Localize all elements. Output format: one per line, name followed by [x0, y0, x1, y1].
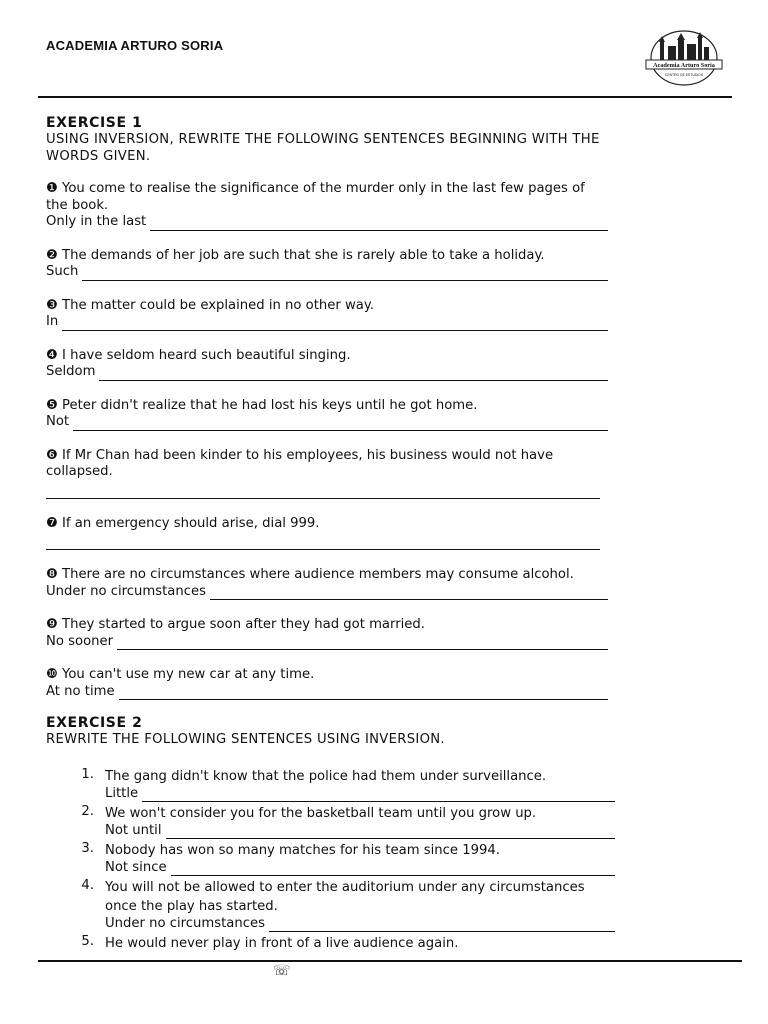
- answer-blank[interactable]: [62, 317, 608, 331]
- sentence-text: He would never play in front of a live audience again.: [105, 935, 459, 951]
- answer-prompt: At no time: [46, 683, 115, 699]
- answer-line[interactable]: [105, 860, 615, 877]
- academy-logo: [638, 28, 730, 88]
- exercise-1-sentence: [46, 617, 608, 634]
- exercise-1-item: [46, 248, 608, 281]
- sentence-text: They started to argue soon after they had got married.: [62, 617, 425, 632]
- exercise-2-item: [46, 767, 608, 803]
- item-number: 3.: [81, 840, 94, 856]
- answer-blank[interactable]: [99, 367, 608, 381]
- exercise-1-item: [46, 298, 608, 331]
- item-number-marker: ❷: [46, 247, 58, 263]
- sentence-text: You come to realise the significance of the murder only in the last few pages of the book.: [46, 181, 585, 213]
- item-number-marker: ❻: [46, 447, 58, 463]
- sentence-text: The demands of her job are such that she is rarely able to take a holiday.: [62, 247, 545, 263]
- answer-blank[interactable]: [82, 267, 608, 281]
- exercise-1-item: [46, 617, 608, 650]
- svg-text:Academia Arturo Soria: Academia Arturo Soria: [653, 62, 715, 69]
- answer-line[interactable]: [105, 786, 615, 803]
- exercise-1-sentence: [46, 298, 608, 315]
- exercise-1-item: [46, 667, 608, 700]
- page-header-title: ACADEMIA ARTURO SORIA: [46, 38, 224, 53]
- answer-blank[interactable]: [119, 686, 608, 700]
- sentence-text: The gang didn't know that the police had them under surveillance.: [105, 768, 547, 784]
- sentence-text: If Mr Chan had been kinder to his employees, his business would not have collapsed.: [46, 447, 554, 479]
- answer-line[interactable]: [46, 264, 608, 281]
- item-number: 2.: [81, 803, 94, 819]
- answer-prompt: Not: [46, 414, 70, 429]
- answer-line[interactable]: [46, 414, 608, 431]
- sentence-text: Nobody has won so many matches for his team since 1994.: [105, 842, 500, 858]
- exercise-1-item: [46, 398, 608, 431]
- footer-divider: [38, 960, 742, 962]
- answer-prompt: Such: [46, 264, 79, 279]
- exercise-1-sentence: [46, 348, 608, 365]
- item-number-marker: ❸: [46, 297, 58, 313]
- item-number-marker: ❶: [46, 181, 58, 196]
- answer-prompt: Seldom: [46, 364, 96, 379]
- exercise-1-sentence: [46, 181, 608, 214]
- answer-blank[interactable]: [46, 481, 600, 499]
- answer-prompt: Only in the last: [46, 214, 147, 229]
- item-number-marker: ❼: [46, 515, 58, 531]
- answer-line[interactable]: [105, 916, 615, 933]
- answer-prompt: Not since: [105, 859, 167, 875]
- sentence-text: There are no circumstances where audience members may consume alcohol.: [62, 567, 574, 582]
- item-number-marker: ❹: [46, 347, 58, 363]
- telephone-icon: ☏: [273, 963, 291, 979]
- item-number: 5.: [81, 933, 94, 949]
- exercise-1-item: [46, 181, 608, 231]
- answer-blank[interactable]: [210, 586, 608, 600]
- svg-text:CENTRO DE ESTUDIOS: CENTRO DE ESTUDIOS: [664, 73, 704, 77]
- exercise-2-item: [46, 934, 608, 953]
- exercise-1-title: EXERCISE 1: [46, 115, 143, 131]
- exercise-2: [46, 714, 608, 953]
- answer-blank[interactable]: [46, 532, 600, 550]
- answer-line[interactable]: [105, 823, 615, 840]
- answer-prompt: No sooner: [46, 633, 114, 649]
- sentence-text: If an emergency should arise, dial 999.: [62, 515, 320, 531]
- exercise-2-item: [46, 878, 608, 933]
- answer-blank[interactable]: [73, 417, 608, 431]
- exercise-1-item: [46, 516, 608, 551]
- exercise-1-item: [46, 448, 608, 499]
- worksheet-content: [46, 114, 608, 954]
- exercise-1-sentence: [46, 567, 608, 584]
- item-number-marker: ❽: [46, 567, 58, 582]
- sentence-text: I have seldom heard such beautiful singing.: [62, 347, 351, 363]
- exercise-1-instruction: USING INVERSION, REWRITE THE FOLLOWING SENTENCES BEGINNING WITH THE WORDS GIVEN.: [46, 132, 600, 164]
- answer-prompt: Little: [105, 785, 139, 801]
- exercise-2-instruction: REWRITE THE FOLLOWING SENTENCES USING INVERSION.: [46, 732, 445, 747]
- answer-blank[interactable]: [171, 862, 615, 876]
- exercise-1-sentence: [46, 448, 608, 481]
- answer-line[interactable]: [46, 684, 608, 701]
- sentence-text: You will not be allowed to enter the auditorium under any circumstances once the play has started.: [105, 879, 585, 914]
- answer-line[interactable]: [46, 634, 608, 651]
- exercise-1-sentence: [46, 398, 608, 415]
- answer-line[interactable]: [46, 584, 608, 601]
- answer-line[interactable]: [46, 214, 608, 231]
- answer-prompt: In: [46, 314, 59, 329]
- answer-prompt: Under no circumstances: [46, 583, 206, 599]
- answer-blank[interactable]: [269, 918, 615, 932]
- answer-blank[interactable]: [150, 217, 608, 231]
- exercise-1-sentence: [46, 516, 608, 533]
- exercise-2-list: [46, 767, 608, 953]
- item-number-marker: ❿: [46, 667, 58, 682]
- header-divider: [38, 96, 732, 98]
- exercise-1: [46, 114, 608, 700]
- answer-prompt: Not until: [105, 822, 162, 838]
- item-number: 4.: [81, 877, 94, 893]
- answer-prompt: Under no circumstances: [105, 915, 265, 931]
- answer-line[interactable]: [46, 364, 608, 381]
- answer-blank[interactable]: [117, 636, 608, 650]
- sentence-text: We won't consider you for the basketball team until you grow up.: [105, 805, 537, 821]
- sentence-text: You can't use my new car at any time.: [62, 667, 315, 682]
- exercise-2-title: EXERCISE 2: [46, 715, 143, 731]
- sentence-text: The matter could be explained in no other way.: [62, 297, 374, 313]
- exercise-2-item: [46, 804, 608, 840]
- exercise-1-item: [46, 348, 608, 381]
- answer-blank[interactable]: [166, 825, 615, 839]
- exercise-1-sentence: [46, 248, 608, 265]
- exercise-1-sentence: [46, 667, 608, 684]
- item-number-marker: ❾: [46, 617, 58, 632]
- answer-line[interactable]: [46, 314, 608, 331]
- exercise-1-item: [46, 567, 608, 600]
- exercise-2-item: [46, 841, 608, 877]
- item-number-marker: ❺: [46, 397, 58, 413]
- item-number: 1.: [81, 766, 94, 782]
- sentence-text: Peter didn't realize that he had lost his keys until he got home.: [62, 397, 478, 413]
- answer-blank[interactable]: [142, 788, 615, 802]
